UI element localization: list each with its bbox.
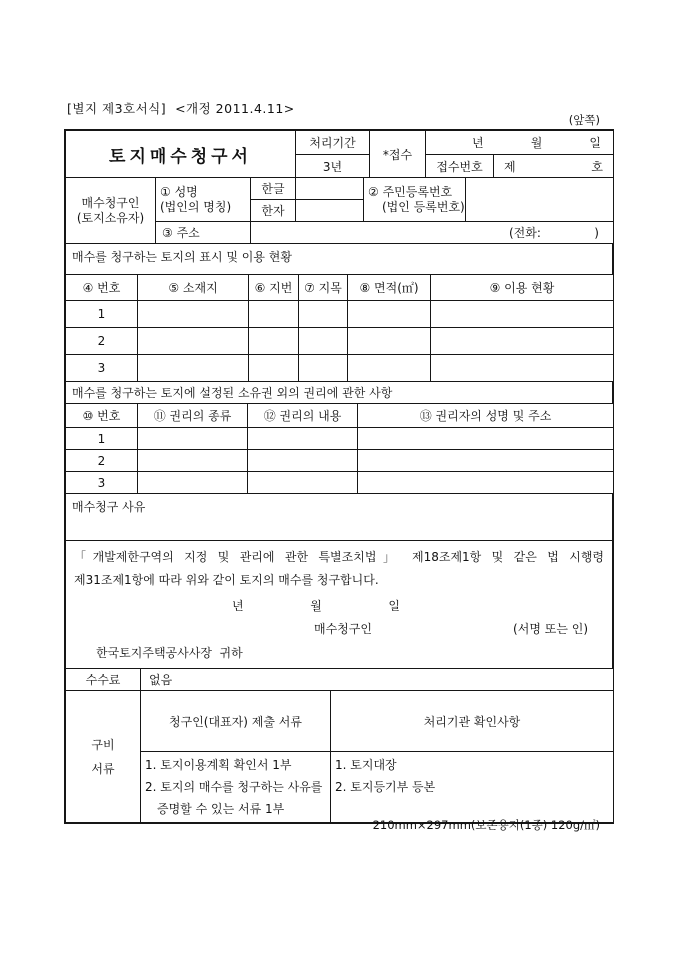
receipt-label: *접수 bbox=[370, 131, 426, 178]
document-number-cell[interactable] bbox=[494, 155, 614, 178]
rights-col-type: ⑪ 권리의 종류 bbox=[138, 404, 248, 428]
doc-item: 1. 토지이용계획 확인서 1부 bbox=[145, 758, 292, 772]
land-row bbox=[66, 301, 614, 328]
fee-table bbox=[65, 668, 614, 691]
land-col-location: ⑤ 소재지 bbox=[138, 275, 249, 301]
month-label: 월 bbox=[310, 599, 322, 613]
signature-or-seal-note[interactable]: (서명 또는 인) bbox=[513, 622, 588, 636]
declaration-line1: 「개발제한구역의 지정 및 관리에 관한 특별조치법」 제18조제1항 및 같은 법 시행령 bbox=[74, 550, 604, 564]
declaration-table bbox=[65, 540, 613, 669]
agency-check-header: 처리기관 확인사항 bbox=[331, 691, 614, 752]
signature-row bbox=[74, 618, 604, 641]
hanja-label: 한자 bbox=[251, 200, 296, 222]
rights-section-label-table bbox=[65, 381, 613, 404]
rights-row bbox=[66, 450, 614, 472]
paper-spec-note: 210mm×297mm(보존용지(1종) 120g/㎡) bbox=[372, 818, 600, 832]
front-side-note: (앞쪽) bbox=[568, 113, 600, 127]
rights-table bbox=[65, 403, 614, 494]
month-label: 월 bbox=[530, 136, 543, 150]
doc-no-suffix: 호 bbox=[591, 159, 603, 174]
land-col-area: ⑧ 면적(㎡) bbox=[348, 275, 431, 301]
name-hangul-field[interactable] bbox=[296, 178, 364, 200]
reason-field[interactable]: 매수청구 사유 bbox=[66, 494, 613, 541]
rights-type-field[interactable] bbox=[138, 472, 248, 494]
land-use-status-field[interactable] bbox=[431, 355, 614, 382]
land-location-field[interactable] bbox=[138, 301, 249, 328]
land-table bbox=[65, 274, 614, 382]
documents-table bbox=[65, 690, 614, 823]
land-location-field[interactable] bbox=[138, 328, 249, 355]
land-category-field[interactable] bbox=[299, 301, 348, 328]
rights-row bbox=[66, 472, 614, 494]
form-revision-note: [별지 제3호서식] <개정 2011.4.11> bbox=[67, 101, 295, 116]
applicant-signature-label: 매수청구인 bbox=[314, 622, 372, 636]
fee-value: 없음 bbox=[141, 669, 614, 691]
doc-item: 2. 토지의 매수를 청구하는 사유를 bbox=[145, 780, 323, 794]
land-use-status-field[interactable] bbox=[431, 328, 614, 355]
rights-row bbox=[66, 428, 614, 450]
land-lot-number-field[interactable] bbox=[249, 328, 299, 355]
applicant-row-label: 매수청구인 (토지소유자) bbox=[66, 178, 156, 244]
rights-col-holder: ⑬ 권리자의 성명 및 주소 bbox=[358, 404, 614, 428]
hangul-label: 한글 bbox=[251, 178, 296, 200]
rights-content-field[interactable] bbox=[248, 472, 358, 494]
rights-section-title: 매수를 청구하는 토지에 설정된 소유권 외의 권리에 관한 사항 bbox=[66, 382, 613, 404]
day-label: 일 bbox=[388, 599, 400, 613]
applicant-table bbox=[65, 177, 614, 244]
land-row bbox=[66, 355, 614, 382]
day-label: 일 bbox=[589, 136, 601, 150]
doc-no-prefix: 제 bbox=[504, 159, 516, 174]
rights-type-field[interactable] bbox=[138, 450, 248, 472]
rights-content-field[interactable] bbox=[248, 428, 358, 450]
year-label: 년 bbox=[472, 136, 484, 150]
rights-col-no: ⑩ 번호 bbox=[66, 404, 138, 428]
declaration-line2: 제31조제1항에 따라 위와 같이 토지의 매수를 청구합니다. bbox=[74, 573, 379, 587]
form-header-table bbox=[65, 130, 614, 178]
form-title: 토지매수청구서 bbox=[66, 131, 296, 178]
land-area-field[interactable] bbox=[348, 328, 431, 355]
land-location-field[interactable] bbox=[138, 355, 249, 382]
receipt-date-cell[interactable] bbox=[426, 131, 614, 155]
recipient-line: 한국토지주택공사사장 귀하 bbox=[96, 646, 243, 660]
declaration-cell bbox=[66, 541, 613, 669]
land-section-label-table bbox=[65, 243, 613, 275]
rights-holder-field[interactable] bbox=[358, 472, 614, 494]
land-area-field[interactable] bbox=[348, 355, 431, 382]
applicant-documents-header: 청구인(대표자) 제출 서류 bbox=[141, 691, 331, 752]
doc-item: 1. 토지대장 bbox=[335, 758, 397, 772]
rights-content-field[interactable] bbox=[248, 450, 358, 472]
agency-check-list bbox=[331, 752, 614, 823]
land-lot-number-field[interactable] bbox=[249, 301, 299, 328]
land-category-field[interactable] bbox=[299, 355, 348, 382]
rights-holder-field[interactable] bbox=[358, 428, 614, 450]
land-area-field[interactable] bbox=[348, 301, 431, 328]
land-row-no: 3 bbox=[66, 355, 138, 382]
documents-row-label: 구비 서류 bbox=[66, 691, 141, 823]
registration-no-label: ② 주민등록번호 (법인 등록번호) bbox=[364, 178, 466, 222]
rights-row-no: 2 bbox=[66, 450, 138, 472]
address-label: ③ 주소 bbox=[156, 222, 251, 244]
doc-item-continuation: 증명할 수 있는 서류 1부 bbox=[157, 802, 285, 816]
address-field[interactable]: (전화: ) bbox=[251, 222, 614, 244]
doc-item: 2. 토지등기부 등본 bbox=[335, 780, 436, 794]
declaration-date-row[interactable] bbox=[232, 595, 400, 618]
rights-col-content: ⑫ 권리의 내용 bbox=[248, 404, 358, 428]
rights-type-field[interactable] bbox=[138, 428, 248, 450]
processing-period-label: 처리기간 bbox=[296, 131, 370, 155]
rights-row-no: 1 bbox=[66, 428, 138, 450]
land-col-category: ⑦ 지목 bbox=[299, 275, 348, 301]
land-col-lot-number: ⑥ 지번 bbox=[249, 275, 299, 301]
registration-no-field[interactable] bbox=[466, 178, 614, 222]
land-lot-number-field[interactable] bbox=[249, 355, 299, 382]
land-row-no: 2 bbox=[66, 328, 138, 355]
land-use-status-field[interactable] bbox=[431, 301, 614, 328]
processing-period-value: 3년 bbox=[296, 155, 370, 178]
rights-row-no: 3 bbox=[66, 472, 138, 494]
land-row bbox=[66, 328, 614, 355]
rights-holder-field[interactable] bbox=[358, 450, 614, 472]
name-hanja-field[interactable] bbox=[296, 200, 364, 222]
applicant-documents-list bbox=[141, 752, 331, 823]
fee-label: 수수료 bbox=[66, 669, 141, 691]
land-row-no: 1 bbox=[66, 301, 138, 328]
year-label: 년 bbox=[232, 599, 244, 613]
land-col-no: ④ 번호 bbox=[66, 275, 138, 301]
name-label: ① 성명 (법인의 명칭) bbox=[156, 178, 251, 222]
land-section-title: 매수를 청구하는 토지의 표시 및 이용 현황 bbox=[66, 244, 613, 275]
reason-table bbox=[65, 493, 613, 541]
land-category-field[interactable] bbox=[299, 328, 348, 355]
receipt-no-label: 접수번호 bbox=[426, 155, 494, 178]
land-col-use-status: ⑨ 이용 현황 bbox=[431, 275, 614, 301]
land-purchase-request-form bbox=[64, 129, 614, 824]
